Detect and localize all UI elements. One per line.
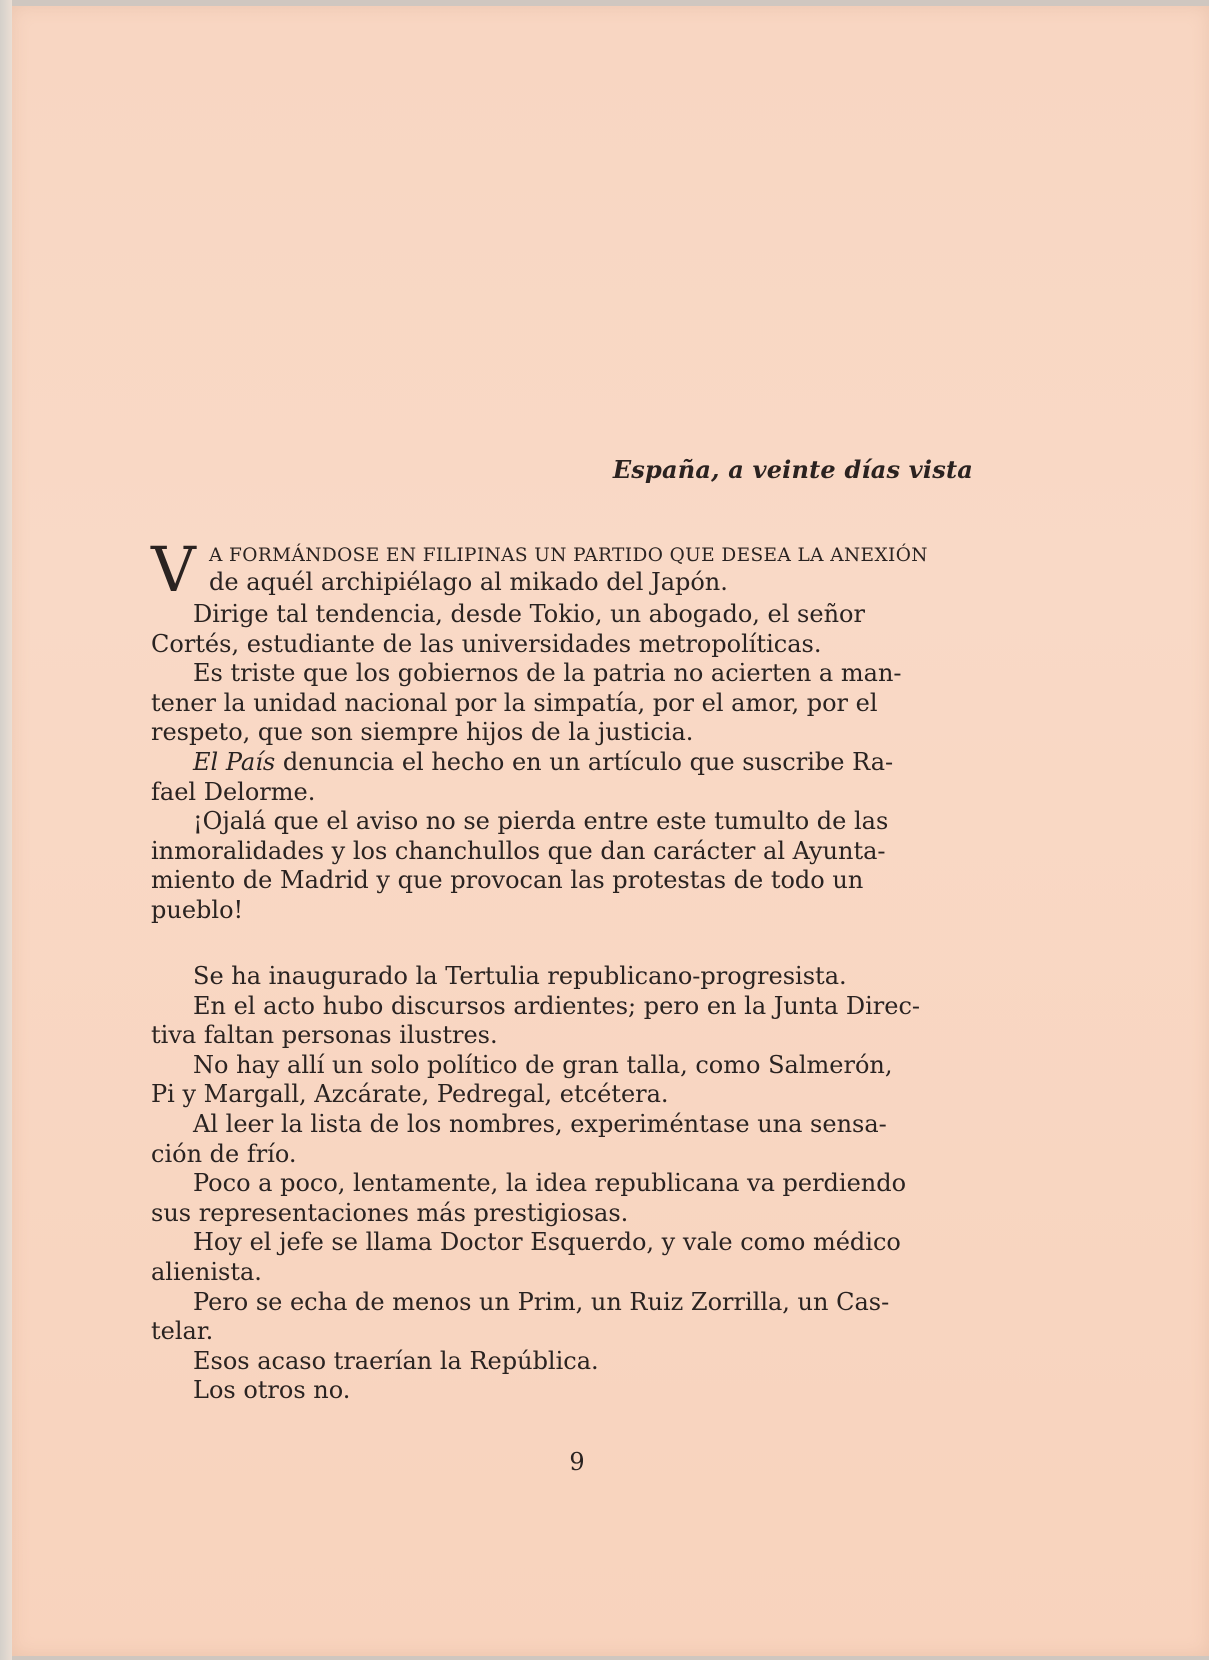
text-line-el-pais	[151, 748, 1006, 778]
book-page	[12, 6, 1209, 1656]
text-line: respeto, que son siempre hijos de la justicia.	[151, 718, 694, 747]
text-line: Al leer la lista de los nombres, experiméntase una sensa-	[193, 1109, 887, 1138]
text-line: miento de Madrid y que provocan las protestas de todo un	[151, 866, 864, 895]
text-line: En el acto hubo discursos ardientes; pero en la Junta Direc-	[193, 991, 921, 1020]
text-line: Cortés, estudiante de las universidades metropolíticas.	[151, 629, 822, 658]
text-line: pueblo!	[151, 895, 244, 924]
text-line: ción de frío.	[151, 1139, 297, 1168]
page-edge	[0, 0, 12, 1660]
text-line: Poco a poco, lentamente, la idea republicana va perdiendo	[193, 1169, 907, 1198]
text-line: inmoralidades y los chanchullos que dan carácter al Ayunta-	[151, 836, 886, 865]
text-line: tener la unidad nacional por la simpatía, por el amor, por el	[151, 688, 878, 717]
newspaper-title: El País	[193, 747, 276, 776]
text-line: alienista.	[151, 1257, 262, 1286]
text-line: Pi y Margall, Azcárate, Pedregal, etcétera.	[151, 1080, 669, 1109]
chapter-heading: España, a veinte días vista	[612, 455, 973, 484]
text-line: Dirige tal tendencia, desde Tokio, un abogado, el señor	[193, 600, 865, 628]
page-number: 9	[569, 1448, 585, 1476]
opening-line-smallcaps: A FORMÁNDOSE EN FILIPINAS UN PARTIDO QUE DESEA LA ANEXIÓN	[209, 545, 928, 566]
text-line: sus representaciones más prestigiosas.	[151, 1198, 629, 1227]
text-line: telar.	[151, 1317, 214, 1346]
drop-cap: V	[151, 533, 196, 606]
text-line: No hay allí un solo político de gran talla, como Salmerón,	[193, 1050, 893, 1079]
text-line: Se ha inaugurado la Tertulia republicano-progresista.	[193, 962, 847, 990]
text-line: Pero se echa de menos un Prim, un Ruiz Zorrilla, un Cas-	[193, 1287, 890, 1316]
text-line: Es triste que los gobiernos de la patria no acierten a man-	[193, 659, 902, 688]
opening-line-2: de aquél archipiélago al mikado del Japón.	[209, 568, 728, 596]
text-line: Esos acaso traerían la República.	[193, 1346, 599, 1375]
text-line: fael Delorme.	[151, 777, 316, 806]
text-line-rest: denuncia el hecho en un artículo que suscribe Ra-	[282, 747, 894, 776]
section-2	[151, 962, 1006, 1406]
text-line: Los otros no.	[193, 1376, 351, 1405]
section-1	[151, 600, 1006, 926]
text-line: Hoy el jefe se llama Doctor Esquerdo, y vale como médico	[193, 1228, 901, 1257]
text-line: ¡Ojalá que el aviso no se pierda entre este tumulto de las	[193, 807, 889, 836]
text-line: tiva faltan personas ilustres.	[151, 1021, 498, 1050]
